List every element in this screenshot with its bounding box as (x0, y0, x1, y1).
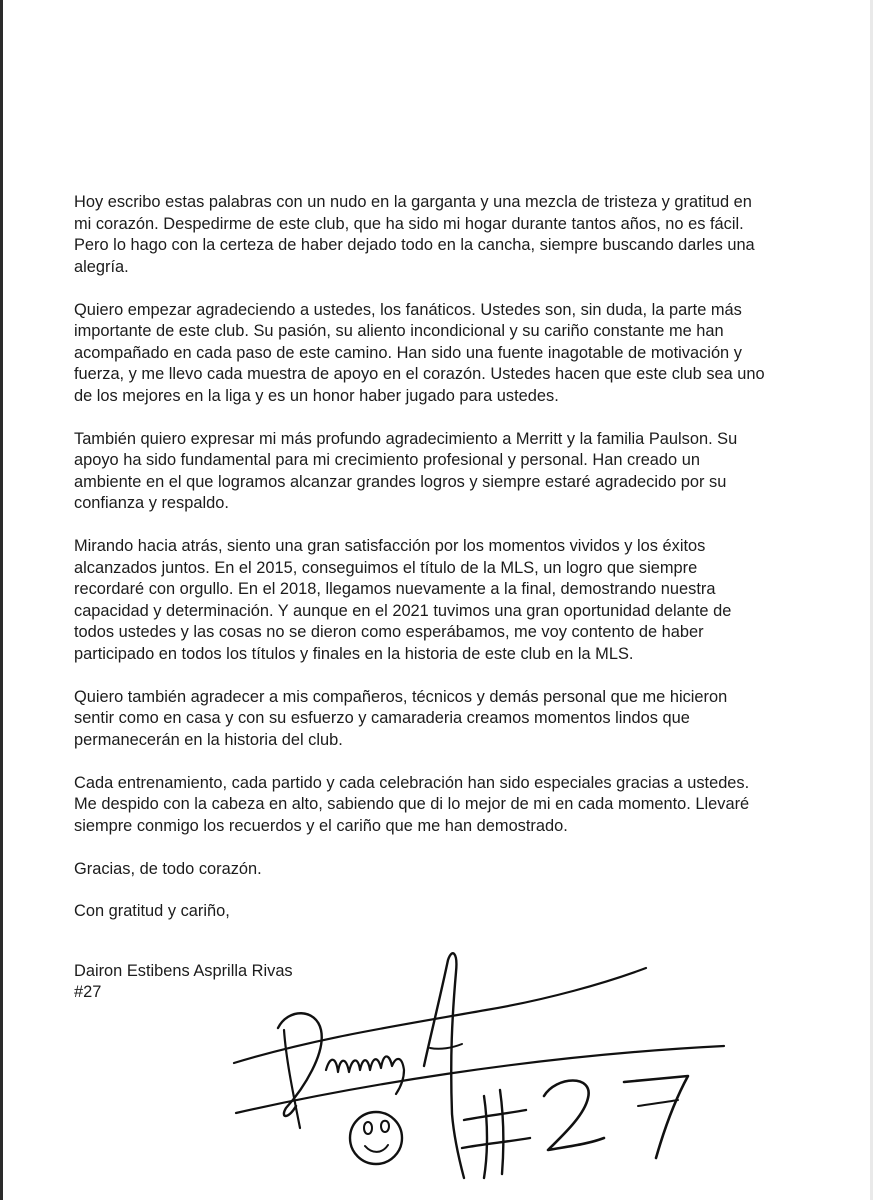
paragraph-intro: Hoy escribo estas palabras con un nudo en la garganta y una mezcla de tristeza y gratitud en mi corazón. Despedirme de este club, que ha sido mi hogar durante tantos años, no es fácil. Pero lo hago con la certeza de haber dejado todo en la cancha, siempre buscando darles una alegría. (74, 193, 755, 276)
signer-name: Dairon Estibens Asprilla Rivas (74, 961, 293, 980)
signer-number: #27 (74, 983, 102, 1001)
paragraph-thanks: Gracias, de todo corazón. (74, 859, 262, 878)
handwritten-signature (226, 938, 726, 1188)
paragraph-fans: Quiero empezar agradeciendo a ustedes, los fanáticos. Ustedes son, sin duda, la parte más importante de este club. Su pasión, su aliento incondicional y su cariño constante me han acompañado en cada paso de este camino. Han sido una fuente inagotable de motivación y fuerza, y me llevo cada muestra de apoyo en el corazón. Ustedes hacen que este club sea uno de los mejores en la liga y es un honor haber jugado para ustedes. (74, 300, 765, 405)
paragraph-farewell: Cada entrenamiento, cada partido y cada celebración han sido especiales gracias a ustedes. Me despido con la cabeza en alto, sabiendo que di lo mejor de mi en cada momento. Llevaré siempre conmigo los recuerdos y el cariño que me han demostrado. (74, 773, 750, 835)
letter-body (74, 192, 814, 1004)
paragraph-achievements: Mirando hacia atrás, siento una gran satisfacción por los momentos vividos y los éxitos alcanzados juntos. En el 2015, conseguimos el título de la MLS, un logro que siempre recordaré con orgullo. En el 2018, llegamos nuevamente a la final, demostrando nuestra capacidad y determinación. Y aunque en el 2021 tuvimos una gran oportunidad delante de todos ustedes y las cosas no se dieron como esperábamos, me voy contento de haber participado en todos los títulos y finales en la historia de este club en la MLS. (74, 537, 732, 663)
paragraph-owners: También quiero expresar mi más profundo agradecimiento a Merritt y la familia Paulson. Su apoyo ha sido fundamental para mi crecimiento profesional y personal. Han creado un ambiente en el que logramos alcanzar grandes logros y siempre estaré agradecido por su confianza y respaldo. (74, 429, 738, 512)
closing-line: Con gratitud y cariño, (74, 902, 230, 920)
paragraph-teammates: Quiero también agradecer a mis compañeros, técnicos y demás personal que me hicieron sentir como en casa y con su esfuerzo y camaraderia creamos momentos lindos que permanecerán en la historia del club. (74, 687, 728, 749)
page-edge-left (0, 0, 3, 1200)
